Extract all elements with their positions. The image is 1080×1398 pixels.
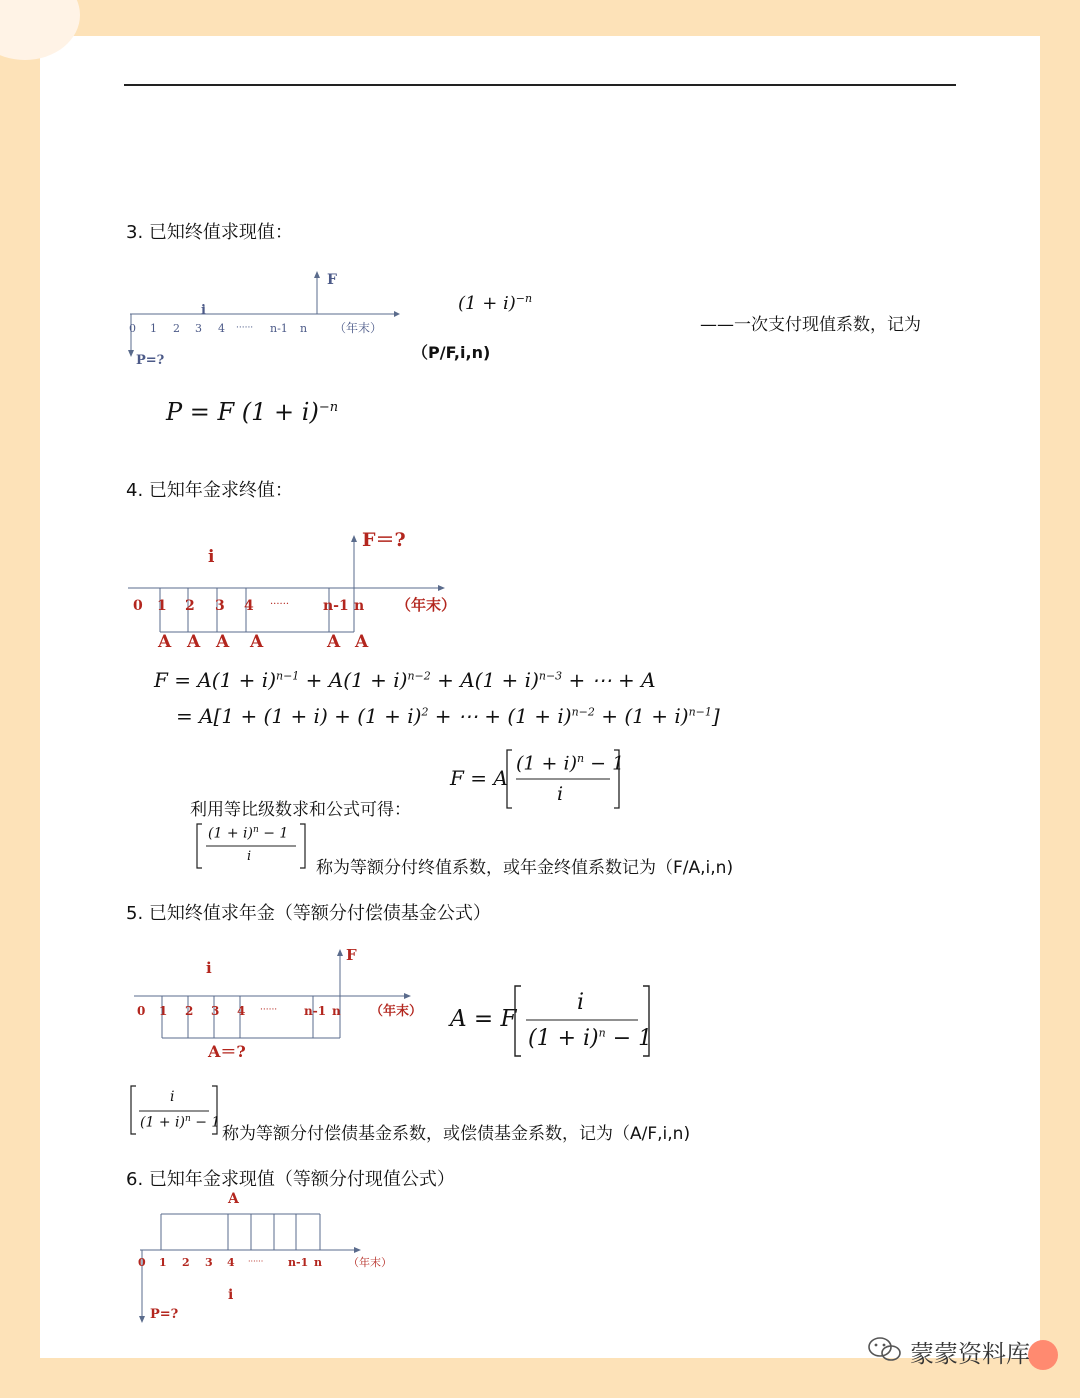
num-base: (1 + i) (516, 752, 577, 775)
tick-label: 1 (150, 322, 157, 335)
fa-formula-lhs: F = A (450, 766, 508, 790)
tick-label: 4 (227, 1256, 235, 1269)
section-3-cashflow-diagram (124, 266, 404, 376)
present-value-formula (166, 398, 338, 426)
diagram-i-label: i (208, 547, 215, 567)
tick-label: 3 (211, 1004, 220, 1018)
axis-arrowhead (354, 1247, 361, 1253)
tick-label: ······ (248, 1257, 264, 1266)
tick-label: 0 (138, 1256, 146, 1269)
factor-base: (1 + i) (458, 293, 516, 314)
future-value-series-line1 (154, 668, 656, 692)
num-exp: n (577, 752, 585, 765)
left-bracket (507, 750, 512, 808)
tick-label: n (300, 322, 308, 335)
tick-label: 1 (159, 1004, 168, 1018)
eq-term: ] (711, 704, 720, 728)
left-bracket (515, 986, 521, 1056)
f-arrowhead (337, 949, 343, 956)
factor-exponent: −n (515, 292, 533, 305)
section-5-cashflow-diagram (130, 944, 430, 1064)
f-arrowhead (351, 535, 357, 542)
tick-label: 0 (137, 1004, 146, 1018)
tick-label: n-1 (323, 598, 349, 614)
watermark-text: 蒙蒙资料库 (910, 1340, 1030, 1368)
tick-label: 4 (237, 1004, 246, 1018)
af-factor-denominator (140, 1114, 220, 1131)
tick-label: 0 (133, 598, 143, 614)
eq-term: + ⋯ + A (562, 668, 656, 692)
section-4-cashflow-diagram (124, 526, 464, 656)
tick-label: n (332, 1004, 341, 1018)
fa-factor-denominator: i (247, 849, 252, 864)
eq-term: + A(1 + i) (430, 668, 539, 692)
pf-factor-code: （P/F,i,n) (412, 343, 491, 362)
section-5-heading: 5. 已知终值求年金（等额分付偿债基金公式） (126, 903, 491, 924)
axis-arrowhead (404, 993, 411, 999)
tick-label: 0 (129, 322, 136, 335)
af-numerator: i (577, 990, 585, 1015)
f-arrowhead (314, 271, 320, 278)
future-value-series-line2 (176, 704, 720, 728)
tick-label: 2 (185, 1004, 194, 1018)
tick-label: n (354, 598, 365, 614)
af-factor-numerator: i (170, 1089, 175, 1105)
annuity-label: A (327, 632, 341, 652)
diagram-f-label: F (346, 946, 357, 964)
num-base: (1 + i) (208, 825, 253, 842)
den-end: − 1 (190, 1114, 221, 1131)
tick-label: 4 (244, 598, 254, 614)
eq-term: + A(1 + i) (299, 668, 408, 692)
right-bracket (300, 824, 305, 868)
tick-label: n (314, 1256, 322, 1269)
af-factor-description: 称为等额分付偿债基金系数，或偿债基金系数，记为（A/F,i,n) (222, 1124, 691, 1144)
fa-factor-description: 称为等额分付终值系数，或年金终值系数记为（F/A,i,n) (316, 858, 734, 878)
diagram-f-label: F (327, 272, 337, 288)
tick-label: n-1 (288, 1256, 309, 1269)
den-end: − 1 (605, 1026, 653, 1051)
pf-factor-expression (458, 292, 532, 314)
tick-label: n-1 (270, 322, 288, 335)
heart-decoration (1028, 1340, 1058, 1370)
tick-label: 4 (218, 322, 225, 335)
diagram-p-label: P=? (150, 1307, 179, 1322)
annuity-label: A (228, 1191, 239, 1207)
tick-label: n-1 (304, 1004, 327, 1018)
den-base: (1 + i) (140, 1114, 185, 1131)
fa-factor-numerator (208, 825, 288, 842)
pf-factor-description: ——一次支付现值系数，记为 (700, 315, 921, 335)
diagram-i-label: i (206, 959, 212, 977)
eq-exponent: n−2 (407, 669, 431, 683)
tick-label: 2 (182, 1256, 190, 1269)
annuity-label: A (187, 632, 201, 652)
den-exp: n (598, 1026, 606, 1040)
p-arrowhead (139, 1316, 145, 1323)
diagram-i-label: i (228, 1287, 234, 1303)
af-formula-lhs: A = F (450, 1006, 517, 1032)
annuity-label: A (355, 632, 369, 652)
annuity-label: A＝? (208, 1042, 246, 1061)
num-end: − 1 (258, 825, 289, 842)
annuity-label: A (250, 632, 264, 652)
formula-body: P = F (1 + i) (166, 398, 319, 426)
geometric-series-note: 利用等比级数求和公式可得： (190, 800, 411, 820)
section-4-heading: 4. 已知年金求终值： (126, 480, 293, 501)
tick-label: 3 (215, 598, 225, 614)
eq-exponent: 2 (421, 705, 429, 719)
formula-exponent: −n (318, 400, 339, 415)
left-bracket (197, 824, 202, 868)
eq-term: + ⋯ + (1 + i) (428, 704, 572, 728)
wechat-icon (866, 1334, 906, 1364)
diagram-i-label: i (201, 303, 206, 318)
axis-arrowhead (394, 311, 400, 317)
tick-label: 1 (157, 598, 167, 614)
fa-denominator: i (557, 783, 564, 805)
left-bracket (131, 1086, 136, 1134)
num-exp: n (252, 825, 259, 835)
annuity-label: A (158, 632, 172, 652)
section-6-cashflow-diagram (132, 1186, 412, 1326)
eq-term: + (1 + i) (594, 704, 689, 728)
fa-numerator (516, 752, 624, 774)
tick-label: ······ (236, 323, 254, 333)
header-rule (124, 84, 956, 86)
eq-term: F = A(1 + i) (154, 668, 276, 692)
den-base: (1 + i) (528, 1026, 599, 1051)
axis-arrowhead (438, 585, 445, 591)
eq-exponent: n−1 (276, 669, 300, 683)
eq-term: = A[1 + (1 + i) + (1 + i) (176, 704, 422, 728)
year-end-label: （年末） (334, 321, 383, 335)
tick-label: ······ (260, 1005, 278, 1015)
eq-exponent: n−2 (571, 705, 595, 719)
p-arrowhead (128, 350, 134, 357)
diagram-f-label: F＝? (362, 529, 406, 551)
tick-label: 2 (173, 322, 180, 335)
eq-exponent: n−1 (688, 705, 712, 719)
section-6-heading: 6. 已知年金求现值（等额分付现值公式） (126, 1169, 455, 1190)
year-end-label: （年末） (370, 1004, 423, 1019)
tick-label: 1 (159, 1256, 167, 1269)
tick-label: 2 (185, 598, 195, 614)
tick-label: 3 (195, 322, 202, 335)
af-denominator (528, 1026, 652, 1051)
eq-exponent: n−3 (538, 669, 563, 683)
year-end-label: （年末） (348, 1256, 392, 1269)
den-exp: n (184, 1114, 191, 1124)
diagram-p-label: P=? (136, 353, 165, 368)
tick-label: ······ (270, 599, 290, 610)
annuity-label: A (216, 632, 230, 652)
num-end: − 1 (584, 752, 625, 775)
year-end-label: （年末） (396, 596, 457, 614)
tick-label: 3 (205, 1256, 213, 1269)
section-3-heading: 3. 已知终值求现值： (126, 222, 293, 243)
